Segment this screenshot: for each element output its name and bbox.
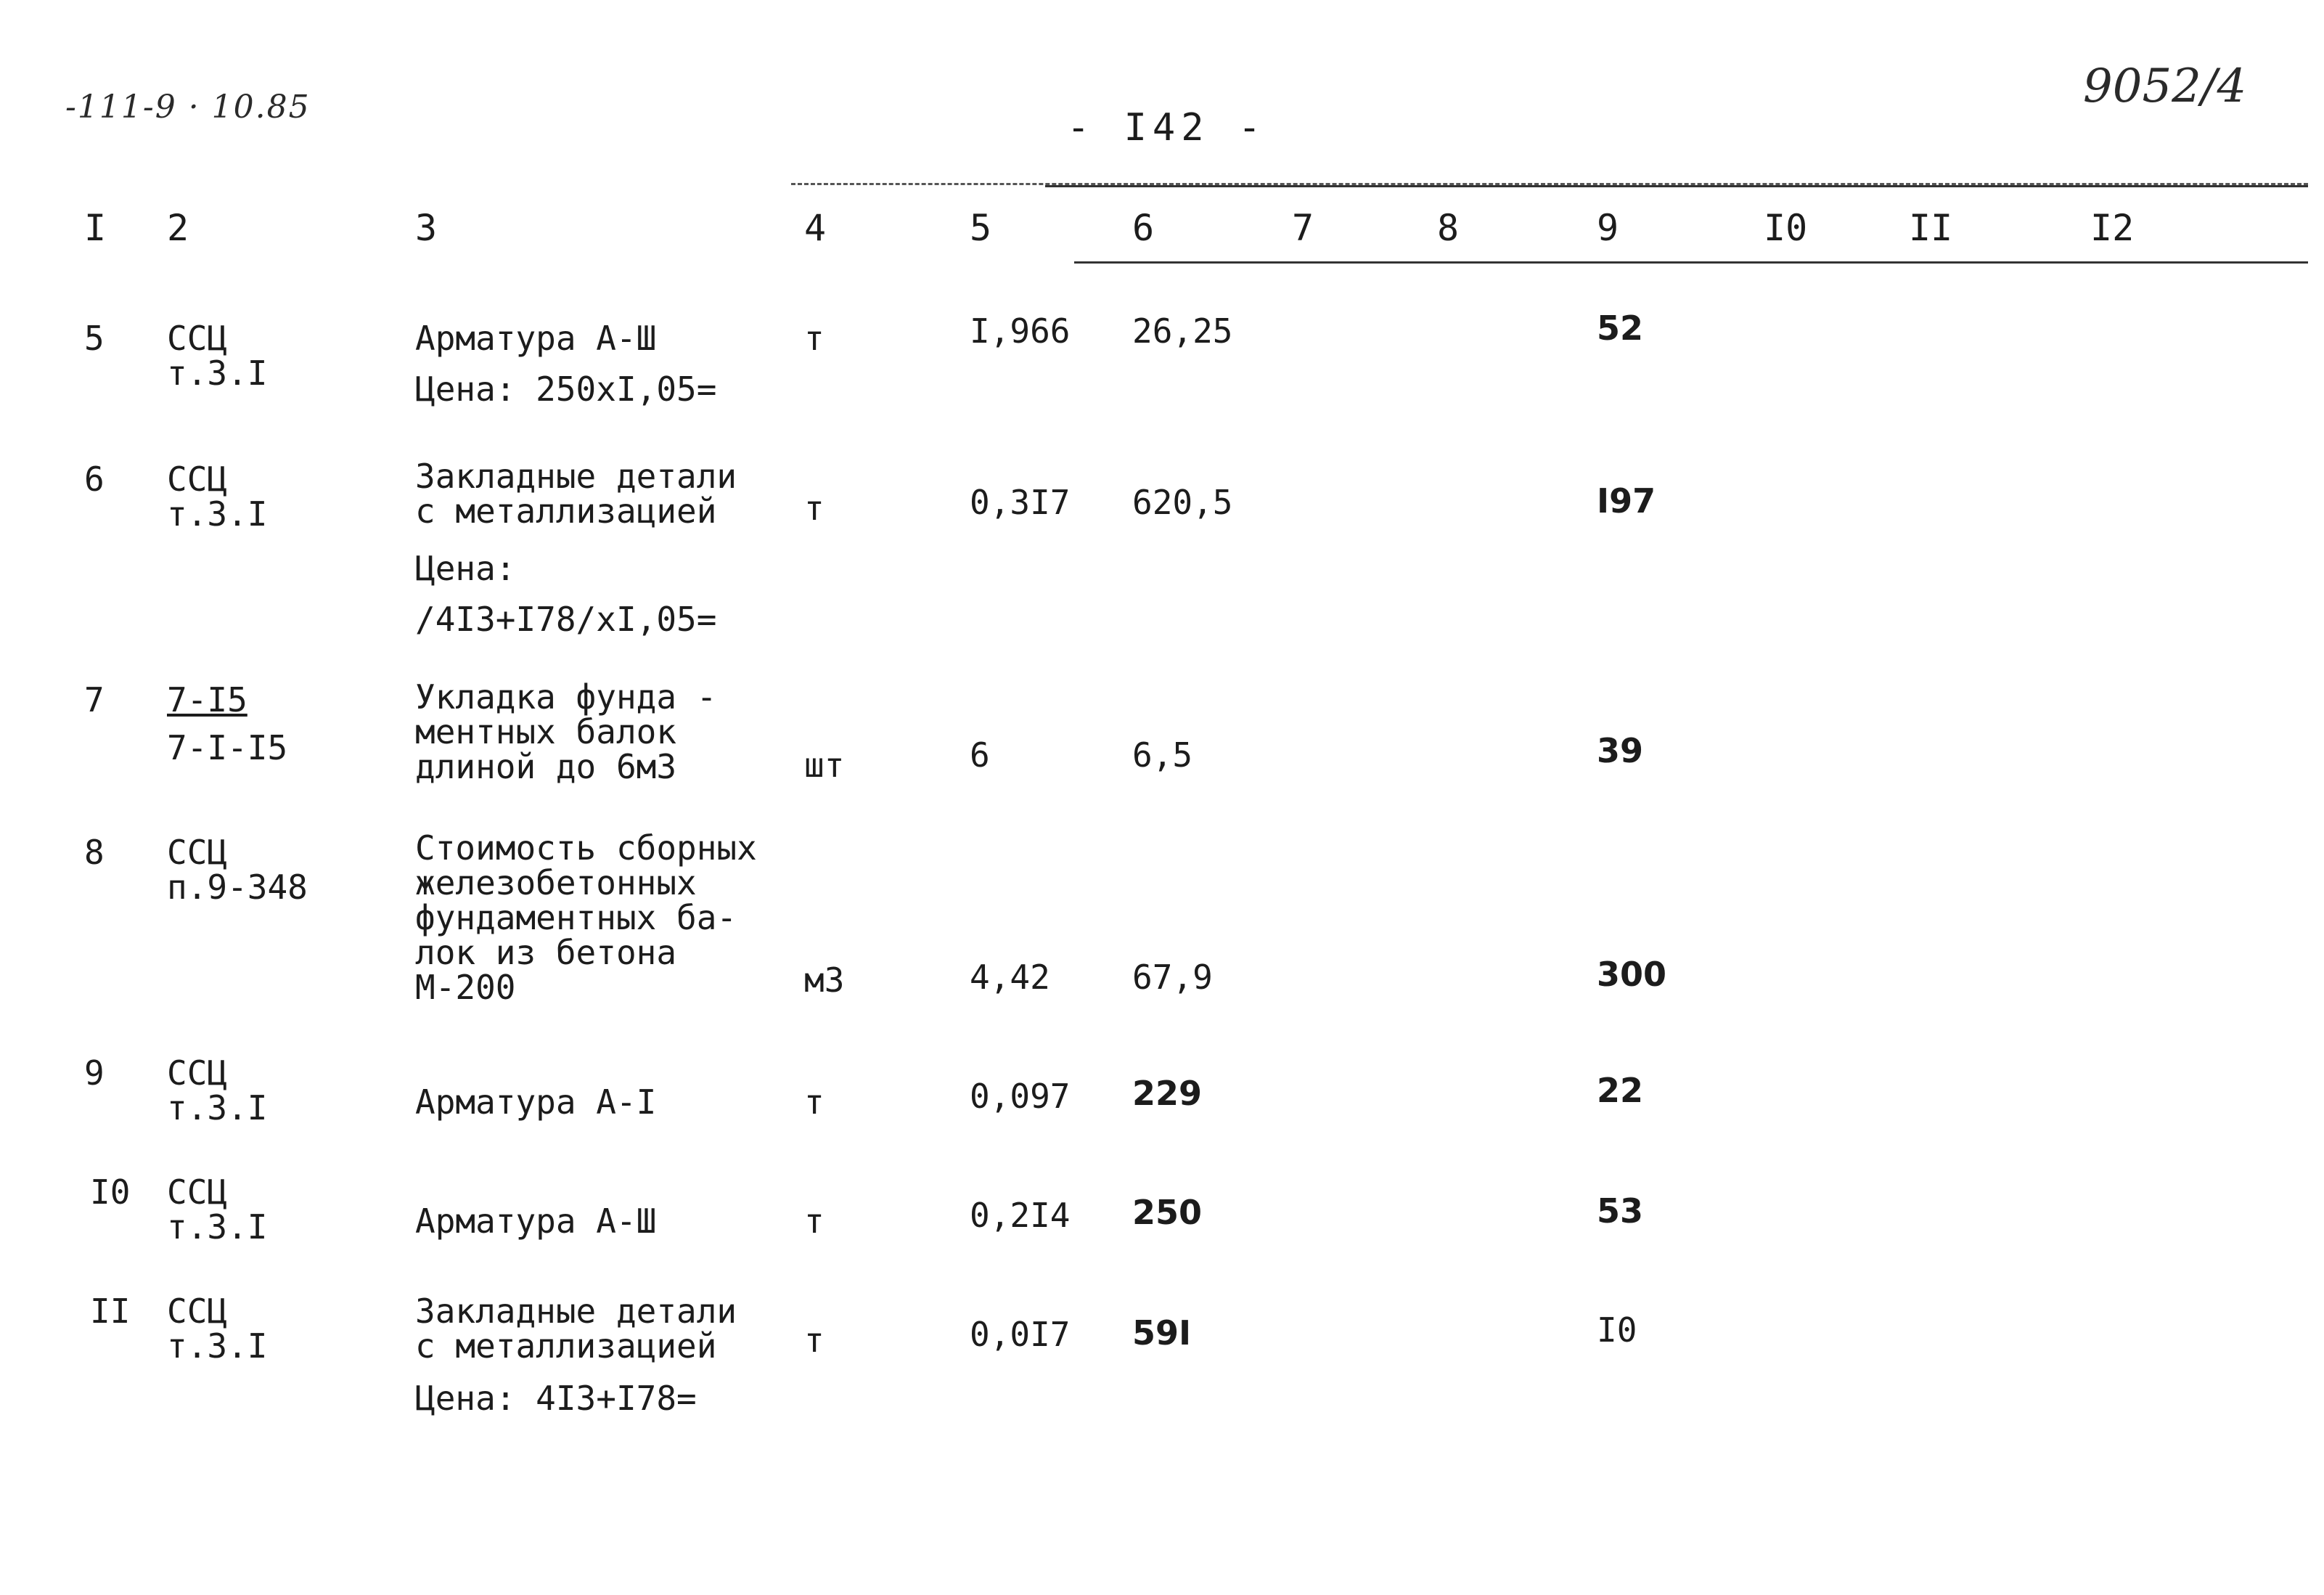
row-number: I0 — [90, 1172, 131, 1212]
row-quantity: 0,2I4 — [970, 1196, 1071, 1235]
row-quantity: 0,0I7 — [970, 1315, 1071, 1354]
row-code: ССЦ т.3.I — [167, 1172, 268, 1247]
header-col-7: 7 — [1292, 207, 1314, 249]
row-number: 5 — [84, 319, 105, 358]
row-description: Укладка фунда - ментных балок длиной до 6м3 — [415, 677, 717, 786]
row-number: 8 — [84, 833, 105, 872]
row-unit: т — [804, 319, 825, 358]
row-unit-price: 250 — [1132, 1193, 1203, 1232]
row-number: II — [90, 1292, 131, 1331]
row-quantity: 0,097 — [970, 1077, 1071, 1116]
row-unit-price: 6,5 — [1132, 735, 1193, 775]
row-unit-price: 67,9 — [1132, 958, 1213, 997]
header-col-11: II — [1909, 207, 1953, 249]
row-total: I0 — [1597, 1310, 1637, 1350]
row-code-bottom: 7-I-I5 — [167, 728, 288, 767]
row-unit-price: 229 — [1132, 1074, 1203, 1113]
row-code: ССЦ т.3.I — [167, 319, 268, 393]
header-col-6: 6 — [1132, 207, 1155, 249]
handwritten-reference-right: 9052/4 — [2083, 60, 2247, 113]
row-quantity: 0,3I7 — [970, 483, 1071, 522]
header-col-12: I2 — [2090, 207, 2135, 249]
row-description: Арматура А-Ш — [415, 319, 657, 358]
row-code: ССЦ т.3.I — [167, 460, 268, 534]
row-code: ССЦ т.3.I — [167, 1053, 268, 1127]
row-description: Арматура А-I — [415, 1082, 657, 1122]
row-unit: м3 — [804, 960, 845, 1000]
header-bottom-rule — [1074, 261, 2308, 264]
row-description: Закладные детали с металлизацией — [415, 1292, 737, 1366]
row-unit-price: 59I — [1132, 1313, 1192, 1353]
row-unit: т — [804, 1321, 825, 1360]
header-col-8: 8 — [1437, 207, 1460, 249]
row-unit-price: 620,5 — [1132, 483, 1233, 522]
page-number: - I42 - — [1067, 106, 1267, 150]
row-total: 52 — [1597, 309, 1644, 348]
row-code: ССЦ п.9-348 — [167, 833, 308, 907]
row-number: 6 — [84, 460, 105, 499]
header-col-2: 2 — [167, 207, 189, 249]
row-price-note: Цена: 250хI,05= — [415, 370, 717, 409]
row-unit: т — [804, 489, 825, 528]
row-code-top: 7-I5 — [167, 680, 247, 719]
row-description: Стоимость сборных железобетонных фундаментных ба- лок из бетона М-200 — [415, 828, 757, 1007]
header-col-10: I0 — [1764, 207, 1808, 249]
row-unit: т — [804, 1202, 825, 1241]
row-total: 22 — [1597, 1071, 1644, 1110]
row-quantity: 6 — [970, 735, 990, 775]
row-quantity: 4,42 — [970, 958, 1050, 997]
row-number: 9 — [84, 1053, 105, 1093]
header-col-9: 9 — [1597, 207, 1619, 249]
row-code: ССЦ т.3.I — [167, 1292, 268, 1366]
row-total: 300 — [1597, 955, 1667, 994]
row-price-note: Цена: /4I3+I78/хI,05= — [415, 549, 717, 639]
row-description: Закладные детали с металлизацией — [415, 457, 737, 531]
row-unit: шт — [804, 746, 845, 785]
row-quantity: I,966 — [970, 311, 1071, 351]
row-total: 53 — [1597, 1191, 1644, 1231]
row-total: 39 — [1597, 731, 1644, 770]
header-col-4: 4 — [804, 207, 827, 249]
header-top-rule-solid — [1045, 185, 2308, 187]
row-unit: т — [804, 1082, 825, 1122]
row-number: 7 — [84, 680, 105, 719]
row-description: Арматура А-Ш — [415, 1202, 657, 1241]
row-unit-price: 26,25 — [1132, 311, 1233, 351]
row-total: I97 — [1597, 481, 1656, 521]
row-price-note: Цена: 4I3+I78= — [415, 1379, 697, 1418]
handwritten-reference-left: -111-9 · 10.85 — [65, 89, 311, 126]
header-col-5: 5 — [970, 207, 992, 249]
header-col-1: I — [84, 207, 107, 249]
header-col-3: 3 — [415, 207, 438, 249]
